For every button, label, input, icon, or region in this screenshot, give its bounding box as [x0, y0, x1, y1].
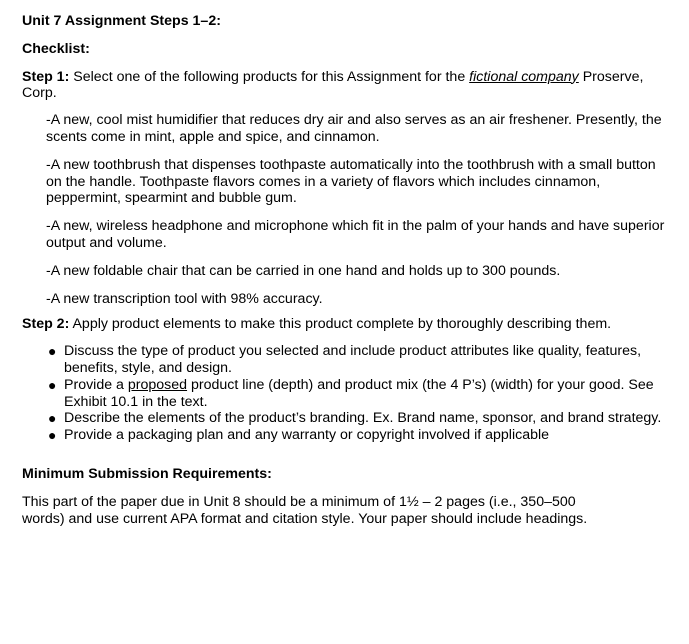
bullet-item	[48, 427, 667, 444]
bullet-text: Discuss the type of product you selected and include product attributes like quality, features, benefits, style, and design.	[64, 343, 642, 376]
bullet-icon: ●	[48, 427, 57, 444]
bullet-icon: ●	[48, 376, 57, 393]
product-option-transcription-tool: -A new transcription tool with 98% accuracy.	[46, 290, 323, 307]
step-1-label: Step 1:	[22, 68, 70, 85]
bullet-item	[48, 376, 667, 411]
product-options-list	[46, 112, 667, 307]
product-option-humidifier: -A new, cool mist humidifier that reduces dry air and also serves as an air freshener. Presently, the scents come in mint, apple and spice, and cinnamon.	[46, 112, 662, 145]
step-2-paragraph	[22, 316, 667, 333]
bullet-text: Describe the elements of the product’s branding. Ex. Brand name, sponsor, and brand strategy.	[64, 410, 662, 427]
bullet-icon: ●	[48, 410, 57, 427]
page-title: Unit 7 Assignment Steps 1–2:	[22, 13, 221, 29]
requirements-heading: Minimum Submission Requirements:	[22, 465, 272, 482]
step-2-text: Apply product elements to make this product complete by thoroughly describing them.	[69, 316, 612, 333]
step-1-paragraph	[22, 69, 667, 103]
bullet-text-after: product line (depth) and product mix (the 4 P’s) (width) for your good. See Exhibit 10.1 in the text.	[64, 376, 654, 410]
bullet-item	[48, 410, 667, 427]
bullet-item	[48, 343, 667, 377]
proposed-underlined-text: proposed	[127, 376, 188, 393]
product-option-headphone: -A new, wireless headphone and microphone which fit in the palm of your hands and have superior output and volume.	[46, 218, 665, 251]
bullet-text: Provide a packaging plan and any warranty or copyright involved if applicable	[64, 427, 550, 444]
fictional-company-text: fictional company	[469, 68, 579, 85]
checklist-heading: Checklist:	[22, 40, 90, 57]
requirements-body: This part of the paper due in Unit 8 should be a minimum of 1½ – 2 pages (i.e., 350–500 words) and use current APA format and citation style. Your paper should include headings.	[22, 493, 588, 527]
product-option-chair: -A new foldable chair that can be carried in one hand and holds up to 300 pounds.	[46, 262, 561, 279]
product-option-toothbrush: -A new toothbrush that dispenses toothpaste automatically into the toothbrush with a small button on the handle. Toothpaste flavors comes in a variety of flavors which includes cinnamon, peppermint, spearmint and bubble gum.	[46, 156, 656, 207]
step-2-bullet-list	[22, 343, 667, 444]
step-2-label: Step 2:	[22, 316, 70, 333]
step-1-text-after: Proserve, Corp.	[22, 68, 644, 102]
step-1-text-before: Select one of the following products for this Assignment for the	[69, 68, 470, 85]
bullet-icon: ●	[48, 343, 57, 360]
bullet-text-before: Provide a	[64, 376, 128, 393]
